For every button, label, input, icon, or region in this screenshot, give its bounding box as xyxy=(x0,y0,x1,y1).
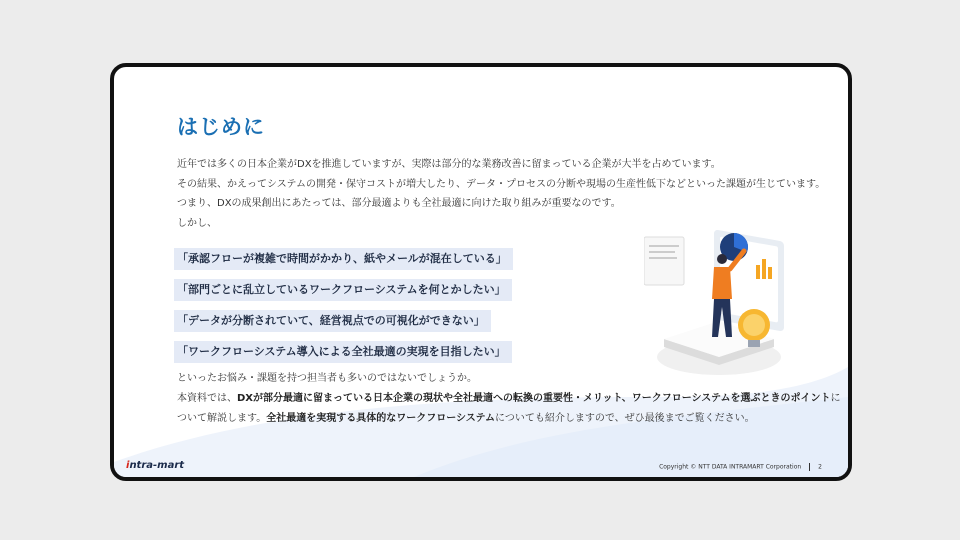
logo-text: ntra-mart xyxy=(129,460,185,471)
copyright-footer xyxy=(659,463,822,471)
intra-mart-logo xyxy=(126,460,184,471)
outro-line xyxy=(177,409,837,429)
page-title: はじめに xyxy=(177,115,265,139)
outro-text xyxy=(177,369,841,429)
outro-text-segment: に xyxy=(830,393,841,404)
outro-emphasis: DXが部分最適に留まっている日本企業の現状や全社最適への転換の重要性・メリット、ワークフローシステムを選ぶときのポイント xyxy=(237,393,831,404)
slide xyxy=(110,63,852,481)
outro-line xyxy=(177,389,841,409)
quote-item: 「承認フローが複雑で時間がかかり、紙やメールが混在している」 xyxy=(174,248,513,270)
outro-text-segment: 本資料では、 xyxy=(177,393,237,404)
intro-line: 近年では多くの日本企業がDXを推進していますが、実際は部分的な業務改善に留まっている企業が大半を占めています。 xyxy=(177,159,721,170)
page-number: 2 xyxy=(818,463,822,471)
quote-item: 「部門ごとに乱立しているワークフローシステムを何とかしたい」 xyxy=(174,279,512,301)
outro-emphasis: 全社最適を実現する具体的なワークフローシステム xyxy=(266,413,496,424)
outro-text-segment: ついて解説します。 xyxy=(177,413,267,424)
outro-text-segment: についても紹介しますので、ぜひ最後までご覧ください。 xyxy=(495,413,755,424)
analytics-illustration xyxy=(644,207,794,377)
quote-list xyxy=(174,247,513,371)
intro-line: その結果、かえってシステムの開発・保守コストが増大したり、データ・プロセスの分断や現場の生産性低下などといった課題が生じています。 xyxy=(177,178,826,190)
outro-line: といったお悩み・課題を持つ担当者も多いのではないでしょうか。 xyxy=(177,373,477,384)
quote-item: 「データが分断されていて、経営視点での可視化ができない」 xyxy=(174,310,491,332)
footer-divider xyxy=(809,463,810,471)
quote-item: 「ワークフローシステム導入による全社最適の実現を目指したい」 xyxy=(174,341,512,363)
copyright-text: Copyright © NTT DATA INTRAMART Corporation xyxy=(659,463,802,471)
intro-line: つまり、DXの成果創出にあたっては、部分最適よりも全社最適に向けた取り組みが重要なのです。 xyxy=(177,198,621,209)
intro-line: しかし、 xyxy=(177,217,217,229)
logo-letter: i xyxy=(126,460,130,471)
